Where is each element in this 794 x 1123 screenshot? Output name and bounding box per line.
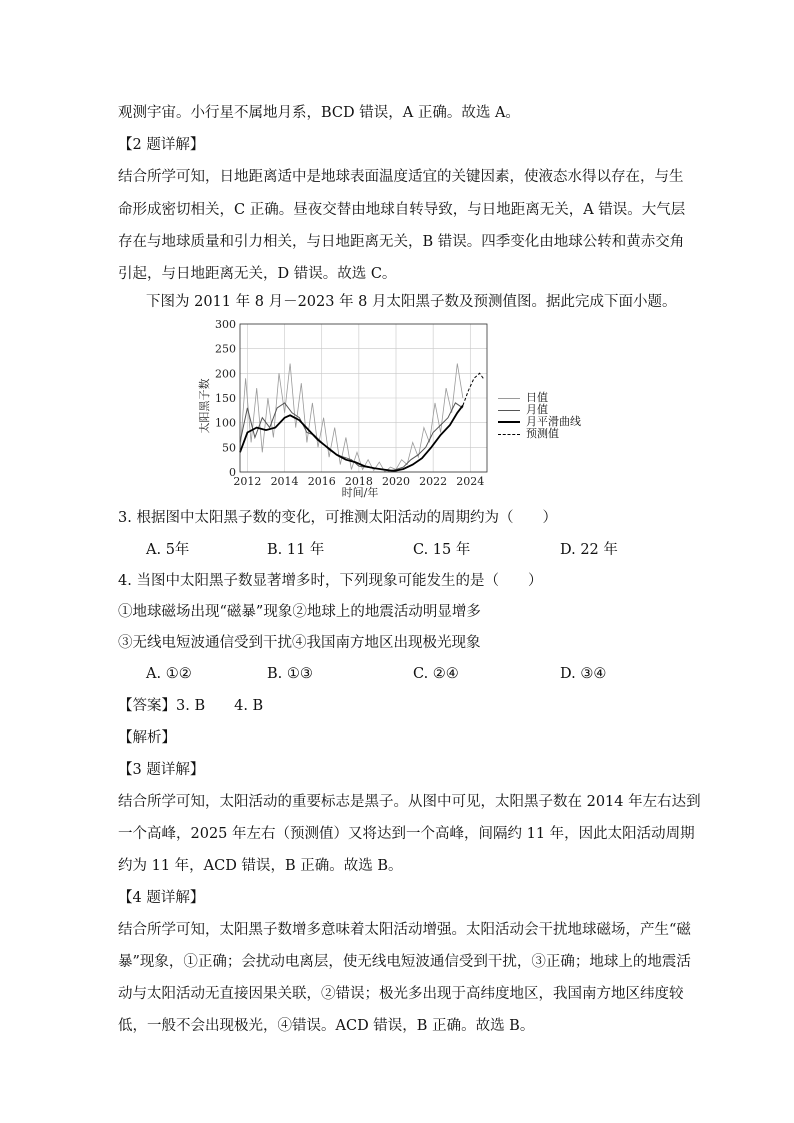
legend-item bbox=[498, 392, 608, 404]
text-line: 暴”现象，①正确；会扰动电离层，使无线电短波通信受到干扰，③正确；地球上的地震活 bbox=[118, 954, 691, 970]
text-line: 命形成密切相关，C 正确。昼夜交替由地球自转导致，与日地距离无关，A 错误。大气层 bbox=[118, 202, 686, 218]
y-tick-label: 50 bbox=[222, 441, 236, 455]
text-line: 引起，与日地距离无关，D 错误。故选 C。 bbox=[118, 266, 397, 282]
q4-option-c: C. ②④ bbox=[413, 666, 459, 682]
y-tick-label: 150 bbox=[215, 392, 236, 405]
text-line: 结合所学可知，太阳黑子数增多意味着太阳活动增强。太阳活动会干扰地球磁场，产生“磁 bbox=[118, 922, 691, 938]
answer: 【答案】3. B 4. B bbox=[118, 698, 264, 714]
series-line-2 bbox=[240, 405, 463, 471]
q4-option-b: B. ①③ bbox=[267, 666, 313, 682]
x-tick-label: 2014 bbox=[270, 475, 299, 488]
y-tick-label: 200 bbox=[215, 367, 236, 381]
x-tick-label: 2012 bbox=[233, 475, 262, 488]
series-line-3 bbox=[463, 373, 483, 405]
text-line: 结合所学可知，太阳活动的重要标志是黑子。从图中可见，太阳黑子数在 2014 年左右达到 bbox=[118, 794, 701, 810]
legend-label: 日值 bbox=[526, 391, 548, 404]
q3-option-c: C. 15 年 bbox=[413, 542, 471, 558]
text-line: 存在与地球质量和引力相关，与日地距离无关，B 错误。四季变化由地球公转和黄赤交角 bbox=[118, 234, 685, 250]
text-line: 结合所学可知，日地距离适中是地球表面温度适宜的关键因素，使液态水得以存在，与生 bbox=[118, 169, 684, 185]
text-line: 低，一般不会出现极光，④错误。ACD 错误，B 正确。故选 B。 bbox=[118, 1018, 535, 1034]
chart-legend bbox=[498, 392, 608, 440]
text-line: 一个高峰，2025 年左右（预测值）又将达到一个高峰，间隔约 11 年，因此太阳活动周期 bbox=[118, 826, 695, 842]
x-tick-label: 2018 bbox=[344, 475, 373, 488]
sunspot-chart bbox=[200, 316, 500, 501]
analysis-heading: 【解析】 bbox=[118, 730, 176, 746]
q4-detail-heading: 【4 题详解】 bbox=[118, 890, 205, 906]
q4-items-1: ①地球磁场出现“磁暴”现象②地球上的地震活动明显增多 bbox=[118, 604, 481, 620]
text-line: 动与太阳活动无直接因果关联，②错误；极光多出现于高纬度地区，我国南方地区纬度较 bbox=[118, 986, 684, 1002]
q4-option-d: D. ③④ bbox=[560, 666, 607, 682]
y-tick-label: 300 bbox=[215, 318, 236, 331]
x-tick-label: 2016 bbox=[307, 475, 336, 488]
q4-option-a: A. ①② bbox=[146, 666, 192, 682]
legend-swatch bbox=[498, 434, 520, 435]
legend-swatch bbox=[498, 398, 520, 399]
chart-xlabel: 时间/年 bbox=[341, 486, 379, 499]
q3-option-a: A. 5年 bbox=[146, 542, 190, 558]
y-tick-label: 100 bbox=[215, 416, 236, 430]
chart-ylabel: 太阳黑子数 bbox=[198, 378, 211, 434]
legend-label: 预测值 bbox=[526, 427, 559, 440]
legend-label: 月值 bbox=[526, 403, 548, 416]
legend-swatch bbox=[498, 421, 520, 423]
x-tick-label: 2020 bbox=[382, 475, 410, 488]
legend-label: 月平滑曲线 bbox=[526, 415, 581, 428]
q4-stem: 4. 当图中太阳黑子数显著增多时，下列现象可能发生的是（ ） bbox=[118, 573, 543, 589]
legend-item bbox=[498, 428, 608, 440]
q3-stem: 3. 根据图中太阳黑子数的变化，可推测太阳活动的周期约为（ ） bbox=[118, 510, 557, 526]
x-tick-label: 2024 bbox=[456, 475, 485, 488]
y-tick-label: 250 bbox=[215, 342, 236, 356]
section-heading-q2: 【2 题详解】 bbox=[118, 137, 205, 153]
legend-swatch bbox=[498, 410, 520, 411]
chart-intro: 下图为 2011 年 8 月－2023 年 8 月太阳黑子数及预测值图。据此完成下面小题。 bbox=[146, 294, 677, 310]
q3-option-d: D. 22 年 bbox=[560, 542, 618, 558]
y-tick-label: 0 bbox=[229, 466, 236, 479]
q4-items-2: ③无线电短波通信受到干扰④我国南方地区出现极光现象 bbox=[118, 635, 481, 651]
q3-option-b: B. 11 年 bbox=[267, 542, 325, 558]
q3-detail-heading: 【3 题详解】 bbox=[118, 762, 205, 778]
text-line: 约为 11 年，ACD 错误，B 正确。故选 B。 bbox=[118, 858, 403, 874]
x-tick-label: 2022 bbox=[419, 475, 448, 488]
text-line: 观测宇宙。小行星不属地月系，BCD 错误，A 正确。故选 A。 bbox=[118, 105, 520, 121]
